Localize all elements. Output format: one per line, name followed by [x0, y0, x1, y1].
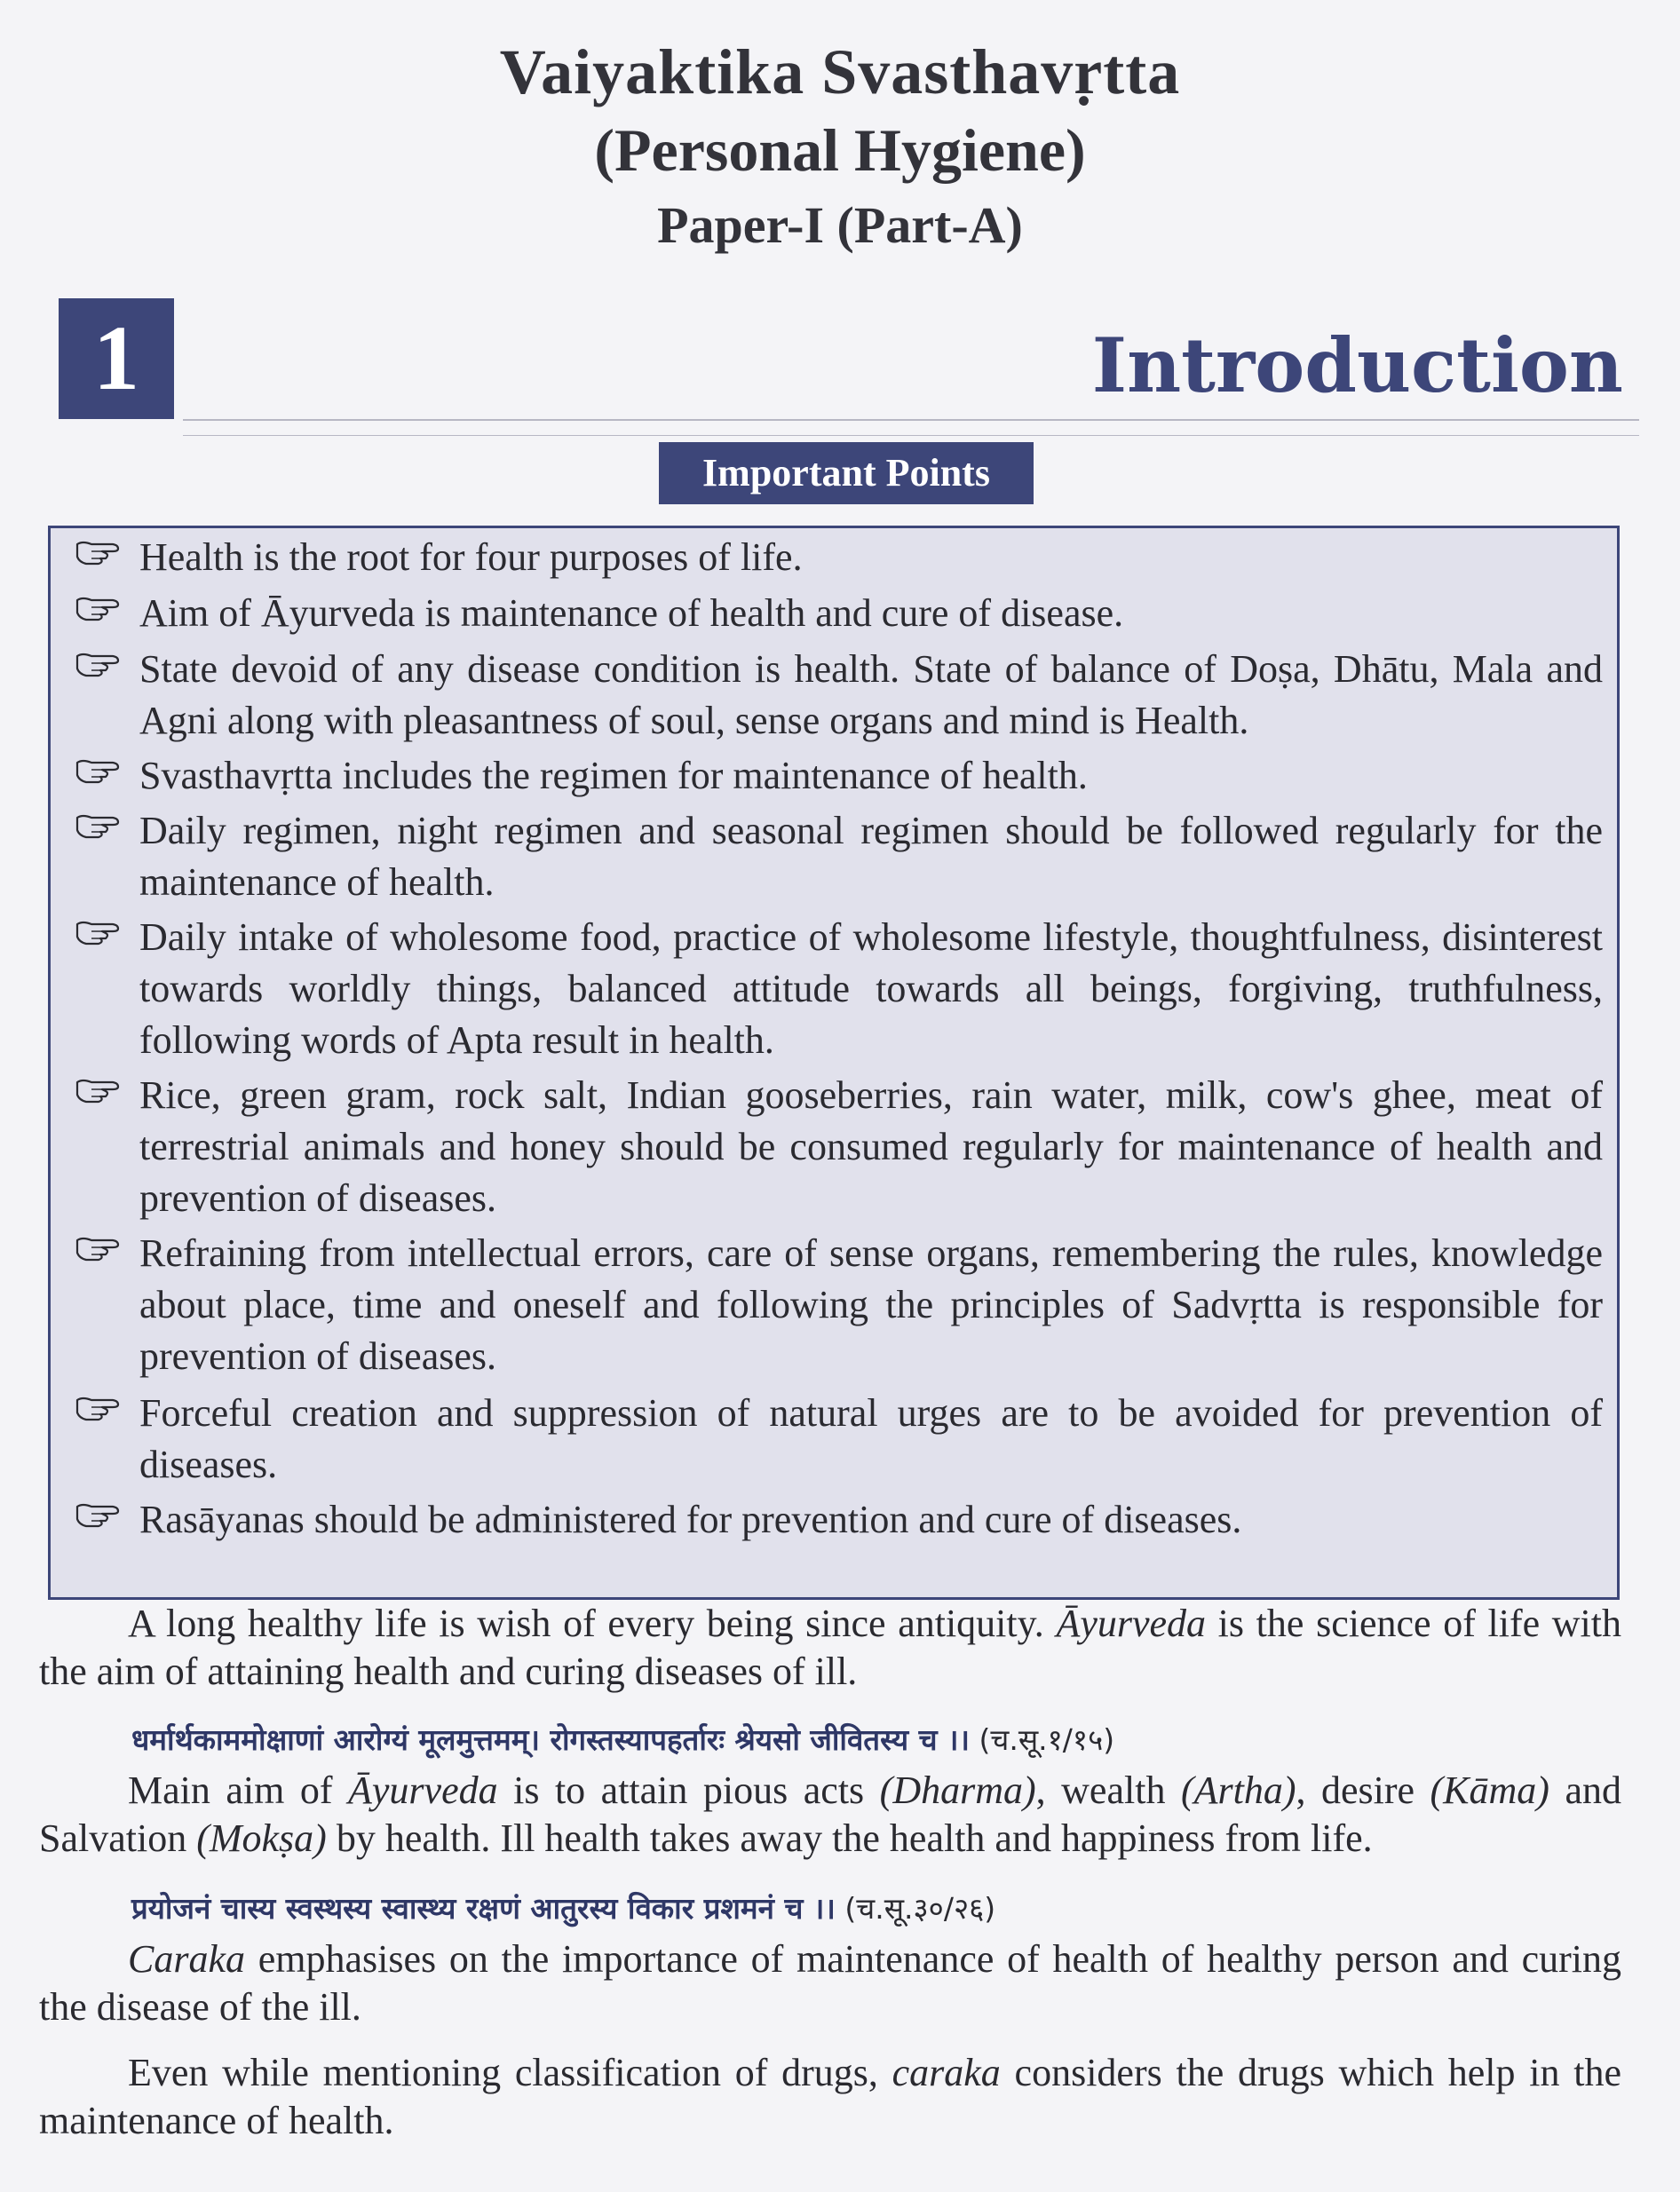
intro-text-a: A long healthy life is wish of every being since antiquity.	[128, 1602, 1057, 1645]
aim-text-j: (Mokṣa)	[196, 1816, 327, 1860]
sanskrit-verse-2	[131, 1887, 1641, 1927]
important-points-box	[48, 526, 1620, 1600]
paper-label: Paper-I (Part-A)	[657, 196, 1023, 254]
verse-1-text: धर्मार्थकाममोक्षाणां आरोग्यं मूलमुत्तमम्। रोगस्तस्यापहर्तारः श्रेयसो जीवितस्य च ।।	[131, 1722, 971, 1757]
aim-text-a: Main aim of	[128, 1769, 349, 1812]
pointing-hand-icon	[74, 757, 123, 784]
pointing-hand-icon	[74, 919, 123, 946]
pointing-hand-icon	[74, 539, 123, 566]
aim-text-k: by health. Ill health takes away the health and happiness from life.	[326, 1816, 1373, 1860]
pointing-hand-icon	[74, 1395, 123, 1421]
important-point-text: Refraining from intellectual errors, care of sense organs, remembering the rules, knowledge about place, time and oneself and following the principles of Sadvṛtta is responsible for prevention of diseases.	[139, 1231, 1603, 1378]
aim-text-e: , wealth	[1035, 1769, 1181, 1812]
verse-2-reference: (च.सू.३०/२६)	[835, 1891, 996, 1926]
important-point-text: Svasthavṛtta includes the regimen for maintenance of health.	[139, 754, 1088, 797]
drugs-text-c: considers the drugs which help in the maintenance of health.	[39, 2051, 1621, 2142]
important-point-text: Forceful creation and suppression of natural urges are to be avoided for prevention of diseases.	[139, 1391, 1603, 1486]
intro-text-c: is the science of life with the aim of attaining health and curing diseases of ill.	[39, 1602, 1622, 1693]
aim-text-i: and Salvation	[39, 1769, 1621, 1860]
pointing-hand-icon	[74, 595, 123, 621]
aim-paragraph	[39, 1767, 1621, 1863]
aim-text-c: is to attain pious acts	[497, 1769, 880, 1812]
drugs-text-b: caraka	[892, 2051, 1001, 2094]
verse-1-reference: (च.सू.१/१५)	[970, 1722, 1115, 1757]
chapter-divider-thin	[183, 435, 1639, 436]
pointing-hand-icon	[74, 651, 123, 677]
book-title: Vaiyaktika Svasthavṛtta	[499, 36, 1181, 107]
caraka-text-b: emphasises on the importance of maintenance of health of healthy person and curing the disease of the ill.	[39, 1937, 1621, 2029]
important-point-text: Aim of Āyurveda is maintenance of health and cure of disease.	[139, 591, 1124, 635]
chapter-divider	[183, 419, 1639, 421]
pointing-hand-icon	[74, 812, 123, 839]
chapter-title: Introduction	[1091, 321, 1623, 409]
important-point-text: Daily intake of wholesome food, practice of wholesome lifestyle, thoughtfulness, disinterest towards worldly things, balanced attitude towards all beings, forgiving, truthfulness, following words of Apta result in health.	[139, 915, 1603, 1062]
aim-text-b: Āyurveda	[348, 1769, 498, 1812]
sanskrit-verse-1	[131, 1719, 1641, 1759]
intro-paragraph	[39, 1600, 1621, 1696]
important-point-text: Rasāyanas should be administered for prevention and cure of diseases.	[139, 1498, 1242, 1541]
aim-text-g: , desire	[1296, 1769, 1430, 1812]
drugs-text-a: Even while mentioning classification of drugs,	[128, 2051, 892, 2094]
aim-text-d: (Dharma)	[879, 1769, 1036, 1812]
important-points-label: Important Points	[659, 442, 1034, 504]
intro-text-b: Āyurveda	[1056, 1602, 1207, 1645]
drugs-paragraph	[39, 2049, 1621, 2145]
chapter-number-badge: 1	[59, 298, 174, 419]
caraka-paragraph	[39, 1935, 1621, 2031]
aim-text-h: (Kāma)	[1430, 1769, 1549, 1812]
pointing-hand-icon	[74, 1501, 123, 1528]
caraka-text-a: Caraka	[128, 1937, 245, 1981]
important-point-text: Health is the root for four purposes of life.	[139, 535, 803, 579]
pointing-hand-icon	[74, 1077, 123, 1104]
important-point-text: Rice, green gram, rock salt, Indian gooseberries, rain water, milk, cow's ghee, meat of terrestrial animals and honey should be consumed regularly for maintenance of health and prevention of diseases.	[139, 1073, 1603, 1220]
aim-text-f: (Artha)	[1180, 1769, 1296, 1812]
important-point-text: Daily regimen, night regimen and seasonal regimen should be followed regularly for the maintenance of health.	[139, 809, 1603, 904]
pointing-hand-icon	[74, 1235, 123, 1262]
important-point-text: State devoid of any disease condition is health. State of balance of Doṣa, Dhātu, Mala and Agni along with pleasantness of soul, sense organs and mind is Health.	[139, 647, 1603, 742]
verse-2-text: प्रयोजनं चास्य स्वस्थस्य स्वास्थ्य रक्षणं आतुरस्य विकार प्रशमनं च ।।	[131, 1891, 836, 1926]
book-subtitle: (Personal Hygiene)	[594, 116, 1086, 184]
